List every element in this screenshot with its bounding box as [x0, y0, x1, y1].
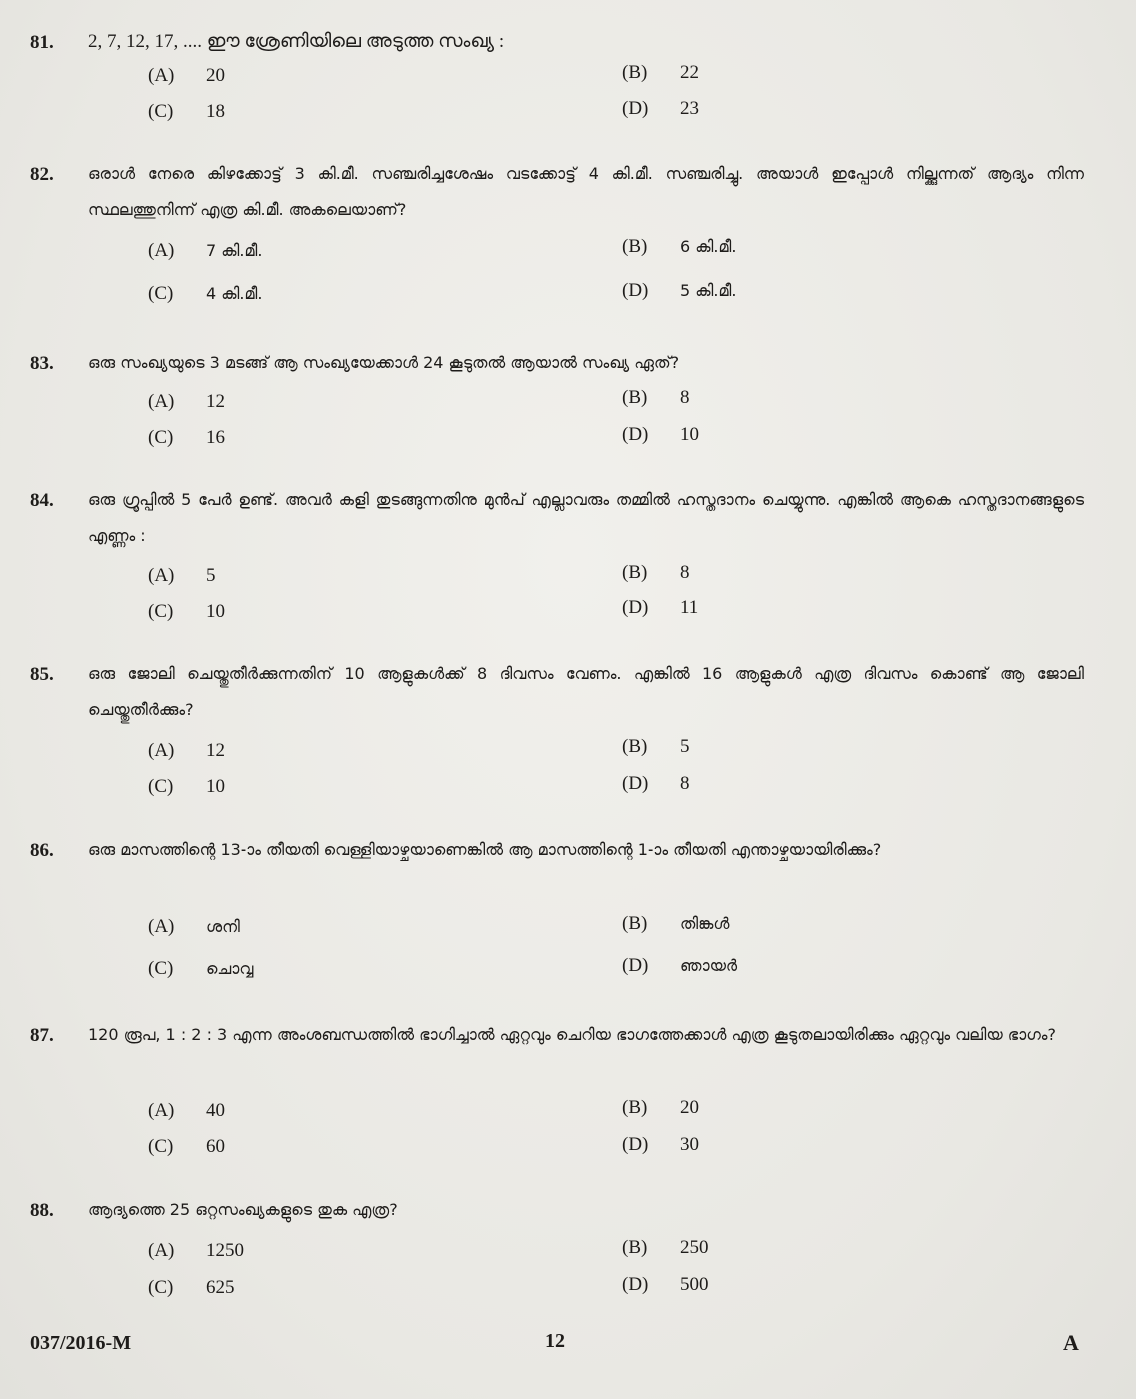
option-value: 18: [206, 101, 225, 122]
option-value: 16: [206, 427, 225, 448]
option-b: [622, 736, 690, 758]
option-label: (A): [148, 740, 175, 761]
option-label: (D): [622, 597, 649, 618]
question-text: ഒരു ഗ്രൂപ്പിൽ 5 പേർ ഉണ്ട്. അവർ കളി തുടങ്ങുന്നതിനു മുൻപ് എല്ലാവരും തമ്മിൽ ഹസ്തദാനം ചെയ്യുന്നു. എങ്കിൽ ആകെ ഹസ്തദാനങ്ങളുടെ എണ്ണം :: [88, 490, 1084, 545]
page-number: 12: [545, 1330, 565, 1352]
question-text: ഒരു മാസത്തിന്റെ 13-ാം തീയതി വെള്ളിയാഴ്ചയാണെങ്കിൽ ആ മാസത്തിന്റെ 1-ാം തീയതി എന്താഴ്ചയായിരിക്കും?: [88, 840, 882, 859]
option-c: [148, 1277, 235, 1299]
option-a: [148, 916, 240, 938]
option-a: [148, 1100, 225, 1122]
question-number: 87.: [30, 1025, 54, 1046]
option-b: [622, 62, 699, 84]
option-label: (D): [622, 773, 649, 794]
option-value: ചൊവ്വ: [206, 959, 254, 978]
option-value: 250: [680, 1237, 709, 1258]
option-label: (B): [622, 387, 648, 408]
question-text: ഒരു സംഖ്യയുടെ 3 മടങ്ങ് ആ സംഖ്യയേക്കാൾ 24 കൂടുതൽ ആയാൽ സംഖ്യ ഏത്?: [88, 353, 680, 372]
option-d: [622, 424, 699, 446]
option-label: (B): [622, 736, 648, 757]
question-number: 82.: [30, 164, 54, 185]
option-value: ഞായർ: [680, 956, 738, 975]
option-b: [622, 236, 736, 258]
option-b: [622, 1097, 699, 1119]
option-a: [148, 740, 225, 762]
option-label: (A): [148, 1100, 175, 1121]
option-value: 5: [206, 565, 216, 586]
option-value: തിങ്കൾ: [680, 914, 730, 933]
option-c: [148, 283, 262, 305]
option-label: (C): [148, 283, 174, 304]
question-number: 88.: [30, 1200, 54, 1221]
option-value: 30: [680, 1134, 699, 1155]
option-label: (B): [622, 562, 648, 583]
option-value: 5 കി.മീ.: [680, 281, 737, 300]
option-label: (C): [148, 427, 174, 448]
option-label: (A): [148, 391, 175, 412]
option-value: 10: [680, 424, 699, 445]
question-number: 81.: [30, 32, 54, 53]
option-value: 625: [206, 1277, 235, 1298]
option-value: 500: [680, 1274, 709, 1295]
option-value: 8: [680, 562, 690, 583]
option-value: 12: [206, 740, 225, 761]
option-value: 6 കി.മീ.: [680, 237, 737, 256]
option-value: 20: [206, 65, 225, 86]
option-label: (A): [148, 240, 175, 261]
option-label: (C): [148, 601, 174, 622]
option-value: 8: [680, 773, 690, 794]
paper-code: 037/2016-M: [30, 1332, 132, 1354]
option-label: (B): [622, 62, 648, 83]
option-label: (B): [622, 1097, 648, 1118]
option-d: [622, 1134, 699, 1156]
option-value: 10: [206, 601, 225, 622]
option-value: 23: [680, 98, 699, 119]
option-value: 8: [680, 387, 690, 408]
option-c: [148, 601, 225, 623]
option-label: (D): [622, 1274, 649, 1295]
option-a: [148, 65, 225, 87]
option-value: 22: [680, 62, 699, 83]
option-label: (D): [622, 98, 649, 119]
option-value: 5: [680, 736, 690, 757]
option-value: 60: [206, 1136, 225, 1157]
option-b: [622, 387, 690, 409]
option-label: (A): [148, 65, 175, 86]
option-d: [622, 280, 736, 302]
question-text: ഒരാൾ നേരെ കിഴക്കോട്ട് 3 കി.മീ. സഞ്ചരിച്ചശേഷം വടക്കോട്ട് 4 കി.മീ. സഞ്ചരിച്ചു. അയാൾ ഇപ്പോൾ നില്ക്കുന്നത് ആദ്യം നിന്ന സ്ഥലത്തുനിന്ന് എത്ര കി.മീ. അകലെയാണ്?: [88, 164, 1084, 219]
option-a: [148, 391, 225, 413]
option-label: (B): [622, 1237, 648, 1258]
option-label: (D): [622, 955, 649, 976]
option-c: [148, 958, 253, 980]
question-text: 2, 7, 12, 17, .... ഈ ശ്രേണിയിലെ അടുത്ത സംഖ്യ :: [88, 31, 505, 52]
question-number: 84.: [30, 490, 54, 511]
question-text: ഒരു ജോലി ചെയ്തുതീർക്കുന്നതിന് 10 ആളുകൾക്ക് 8 ദിവസം വേണം. എങ്കിൽ 16 ആളുകൾ എത്ര ദിവസം കൊണ്ട് ആ ജോലി ചെയ്തുതീർക്കും?: [88, 664, 1084, 719]
option-a: [148, 240, 262, 262]
option-value: 7 കി.മീ.: [206, 241, 263, 260]
option-value: ശനി: [206, 917, 240, 936]
question-text: ആദ്യത്തെ 25 ഒറ്റസംഖ്യകളുടെ തുക എത്ര?: [88, 1200, 398, 1219]
option-d: [622, 597, 698, 619]
option-label: (C): [148, 958, 174, 979]
option-value: 1250: [206, 1240, 244, 1261]
option-label: (A): [148, 565, 175, 586]
option-value: 11: [680, 597, 699, 618]
option-label: (C): [148, 101, 174, 122]
option-label: (C): [148, 776, 174, 797]
option-label: (D): [622, 424, 649, 445]
option-label: (C): [148, 1136, 174, 1157]
option-a: [148, 565, 216, 587]
option-d: [622, 773, 690, 795]
option-label: (B): [622, 913, 648, 934]
option-label: (D): [622, 1134, 649, 1155]
option-c: [148, 427, 225, 449]
option-label: (D): [622, 280, 649, 301]
option-a: [148, 1240, 244, 1262]
option-value: 10: [206, 776, 225, 797]
option-label: (C): [148, 1277, 174, 1298]
option-label: (B): [622, 236, 648, 257]
option-c: [148, 1136, 225, 1158]
option-value: 12: [206, 391, 225, 412]
option-value: 20: [680, 1097, 699, 1118]
option-c: [148, 101, 225, 123]
option-b: [622, 1237, 709, 1259]
option-d: [622, 1274, 709, 1296]
option-c: [148, 776, 225, 798]
question-number: 85.: [30, 664, 54, 685]
option-b: [622, 913, 729, 935]
series-letter: A: [1063, 1330, 1079, 1355]
option-d: [622, 98, 699, 120]
option-label: (A): [148, 1240, 175, 1261]
question-number: 83.: [30, 353, 54, 374]
option-label: (A): [148, 916, 175, 937]
option-b: [622, 562, 690, 584]
option-value: 4 കി.മീ.: [206, 284, 263, 303]
option-d: [622, 955, 737, 977]
question-text: 120 രൂപ, 1 : 2 : 3 എന്ന അംശബന്ധത്തിൽ ഭാഗിച്ചാൽ ഏറ്റവും ചെറിയ ഭാഗത്തേക്കാൾ എത്ര കൂടുതലായിരിക്കും ഏറ്റവും വലിയ ഭാഗം?: [88, 1025, 1056, 1044]
question-number: 86.: [30, 840, 54, 861]
option-value: 40: [206, 1100, 225, 1121]
